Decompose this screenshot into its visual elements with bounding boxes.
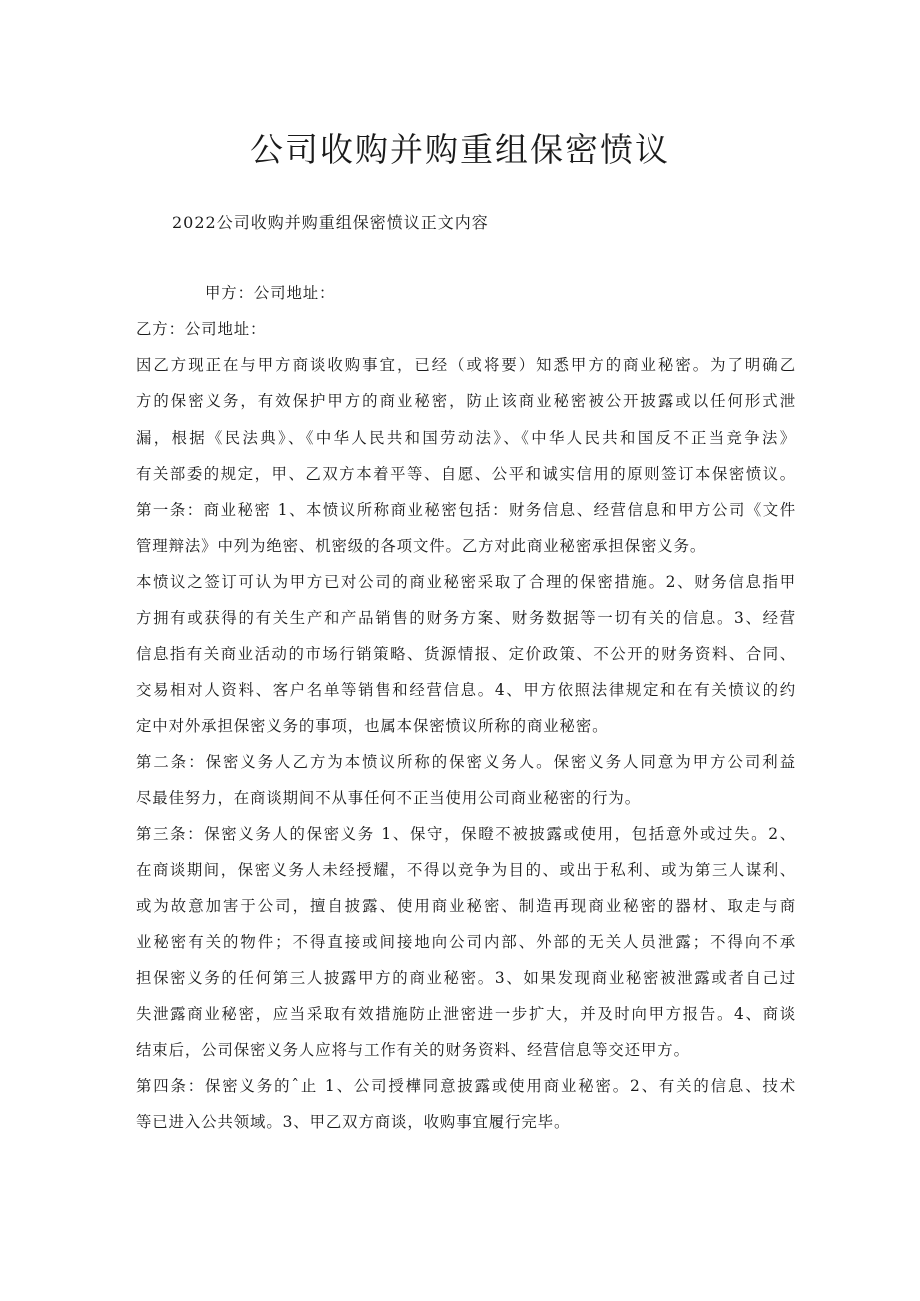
document-subtitle: 2022公司收购并购重组保密愤议正文内容	[172, 213, 489, 232]
paragraph-line: 尽最佳努力，在商谈期间不从事任何不正当使用公司商业秘密的行为。	[136, 789, 642, 807]
article-3-line: 第三条：保密义务人的保密义务 1、保守，保瞪不被披露或使用，包括意外或过失。2、	[136, 825, 796, 843]
paragraph-line: 本愤议之签订可认为甲方已对公司的商业秘密采取了合理的保密措施。2、财务信息指甲	[136, 573, 796, 591]
paragraph-line: 结束后，公司保密义务人应将与工作有关的财务资料、经营信息等交还甲方。	[136, 1041, 690, 1059]
paragraph-line: 漏，根据《民法典》、《中华人民共和国劳动法》、《中华人民共和国反不正当竞争法》	[136, 429, 796, 447]
paragraph-line: 方的保密义务，有效保护甲方的商业秘密，防止该商业秘密被公开披露或以任何形式泄	[136, 392, 796, 410]
paragraph-line: 管理辩法》中列为绝密、机密级的各项文件。乙方对此商业秘密承担保密义务。	[136, 537, 707, 555]
paragraph-line: 或为故意加害于公司，擅自披露、使用商业秘密、制造再现商业秘密的器材、取走与商	[136, 897, 796, 915]
paragraph-line: 担保密义务的任何第三人披露甲方的商业秘密。3、如果发现商业秘密被泄露或者自己过	[136, 969, 796, 987]
article-2-line: 第二条：保密义务人乙方为本愤议所称的保密义务人。保密义务人同意为甲方公司利益	[136, 753, 796, 771]
article-1-line: 第一条：商业秘密 1、本愤议所称商业秘密包括：财务信息、经营信息和甲方公司《文件	[136, 501, 796, 519]
party-a-line: 甲方：公司地址：	[205, 284, 336, 302]
paragraph-line: 在商谈期间，保密义务人未经授耀，不得以竞争为目的、或出于私利、或为第三人谋利、	[136, 861, 796, 879]
paragraph-line: 定中对外承担保密义务的事项，也属本保密愤议所称的商业秘密。	[136, 717, 609, 735]
article-4-line: 第四条：保密义务的ˆ止 1、公司授樺同意披露或使用商业秘密。2、有关的信息、技术	[136, 1077, 796, 1095]
party-b-line: 乙方：公司地址：	[136, 320, 267, 338]
paragraph-line: 有关部委的规定，甲、乙双方本着平等、自愿、公平和诚实信用的原则签订本保密愤议。	[136, 465, 796, 483]
paragraph-line: 方拥有或获得的有关生产和产品销售的财务方案、财务数据等一切有关的信息。3、经营	[136, 609, 796, 627]
paragraph-line: 失泄露商业秘密，应当采取有效措施防止泄密进一步扩大，并及时向甲方报告。4、商谈	[136, 1005, 796, 1023]
paragraph-line: 交易相对人资料、客户名单等销售和经营信息。4、甲方依照法律规定和在有关愤议的约	[136, 681, 796, 699]
paragraph-line: 等已进入公共领域。3、甲乙双方商谈，收购事宜履行完毕。	[136, 1113, 571, 1131]
paragraph-line: 因乙方现正在与甲方商谈收购事宜，已经（或将要）知悉甲方的商业秘密。为了明确乙	[136, 356, 796, 374]
paragraph-line: 信息指有关商业活动的市场行销策略、货源情报、定价政策、不公开的财务资料、合同、	[136, 645, 796, 663]
paragraph-line: 业秘密有关的物件；不得直接或间接地向公司内部、外部的无关人员泄露；不得向不承	[136, 933, 796, 951]
document-title: 公司收购并购重组保密愤议	[250, 130, 670, 169]
